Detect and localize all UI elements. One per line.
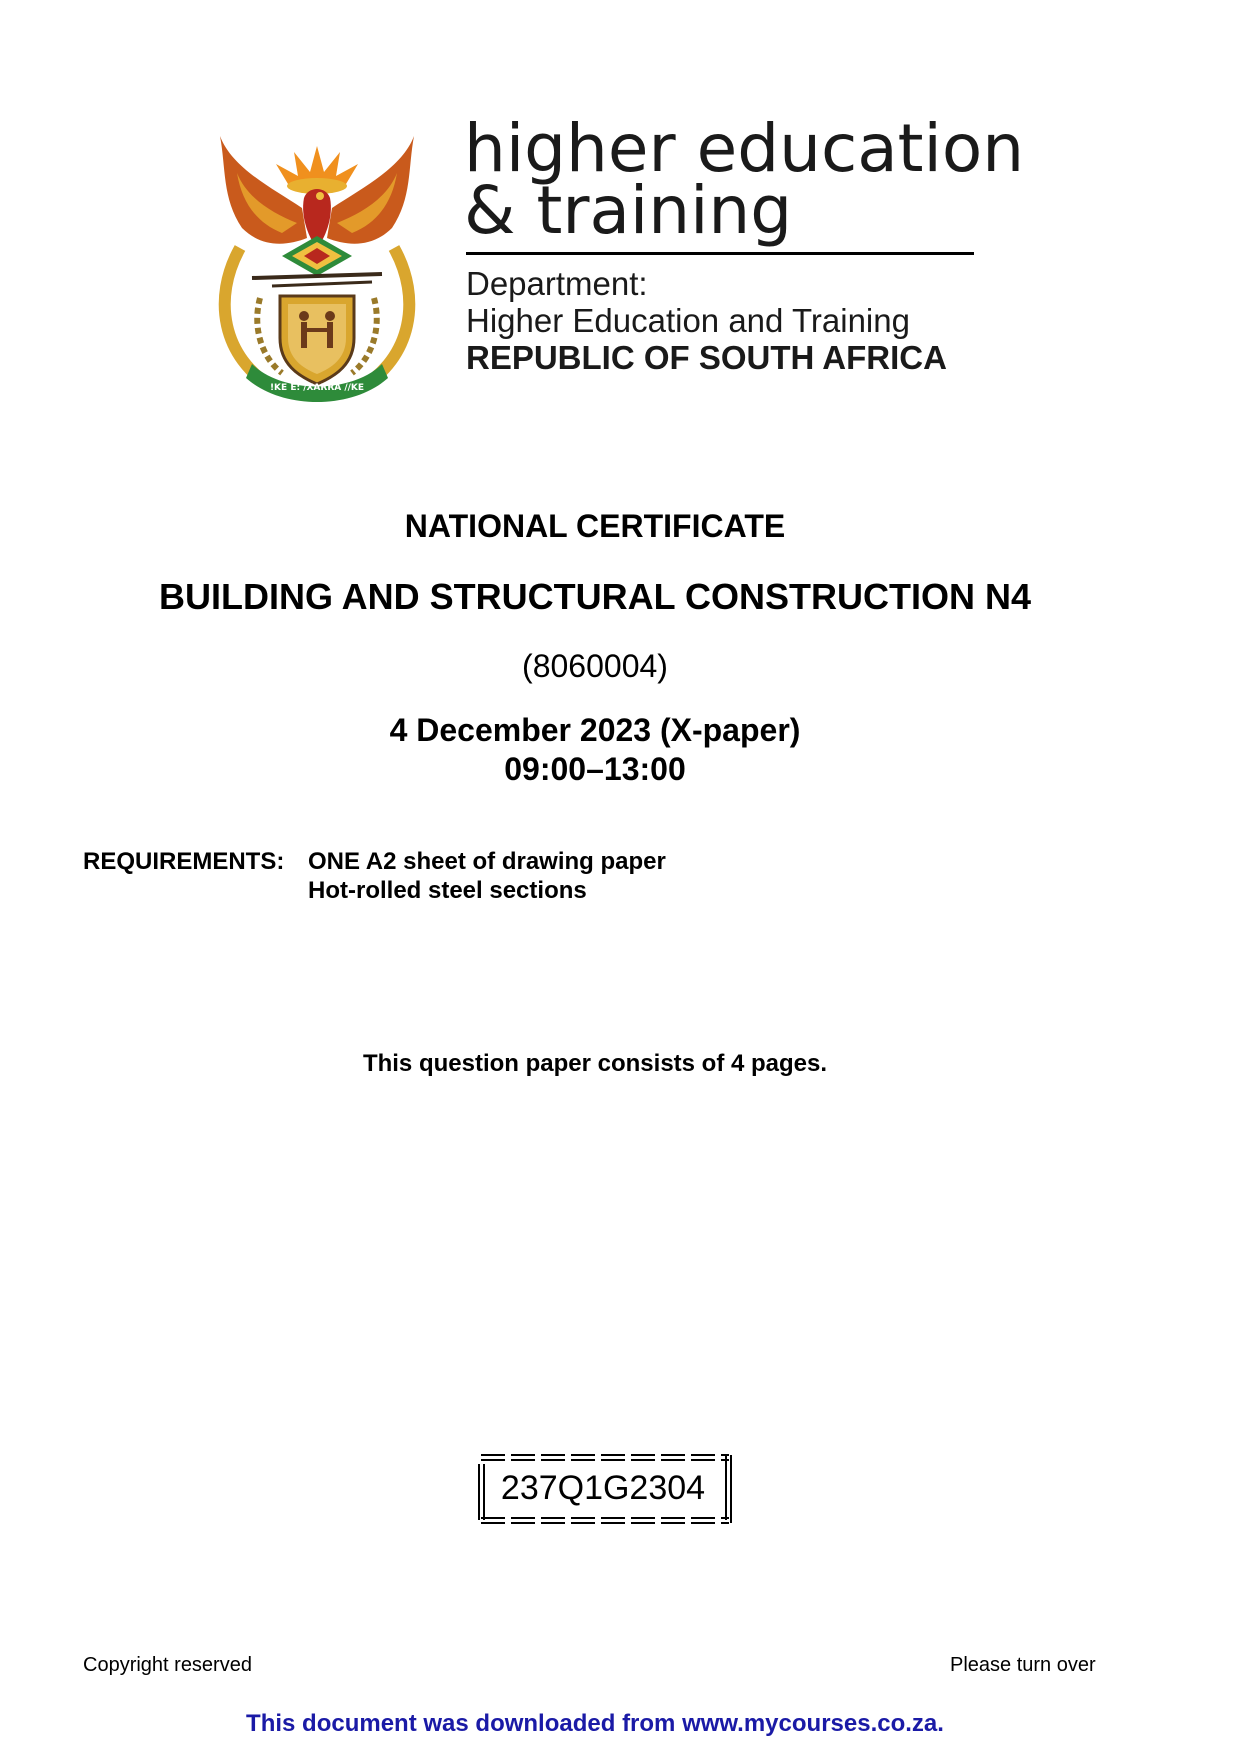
requirement-item: Hot-rolled steel sections bbox=[308, 877, 587, 904]
subject-title: BUILDING AND STRUCTURAL CONSTRUCTION N4 bbox=[159, 576, 1031, 617]
crest-motto: !KE E: /XARRA //KE bbox=[269, 383, 365, 393]
subject-code: (8060004) bbox=[522, 648, 668, 684]
download-source-link[interactable]: This document was downloaded from www.mycourses.co.za. bbox=[246, 1710, 944, 1737]
wordmark bbox=[464, 110, 1025, 249]
certificate-title: NATIONAL CERTIFICATE bbox=[404, 508, 786, 544]
exam-time: 09:00–13:00 bbox=[504, 751, 686, 787]
paper-code: 237Q1G2304 bbox=[500, 1469, 706, 1507]
exam-date: 4 December 2023 (X-paper) bbox=[389, 712, 801, 748]
wordmark-divider bbox=[466, 252, 974, 255]
department-name: Higher Education and Training bbox=[466, 302, 910, 339]
wordmark-line-2: & training bbox=[464, 172, 793, 249]
wordmark-line-1: higher education bbox=[464, 110, 1025, 187]
turn-over-note: Please turn over bbox=[950, 1654, 1096, 1676]
copyright-notice: Copyright reserved bbox=[83, 1654, 252, 1676]
department-country: REPUBLIC OF SOUTH AFRICA bbox=[466, 339, 947, 376]
pages-note: This question paper consists of 4 pages. bbox=[362, 1050, 828, 1077]
department-label: Department: bbox=[466, 265, 648, 302]
requirements-label: REQUIREMENTS: bbox=[83, 848, 285, 875]
coat-of-arms-logo bbox=[212, 128, 422, 406]
requirement-item: ONE A2 sheet of drawing paper bbox=[308, 848, 666, 875]
sun-emblem bbox=[276, 146, 358, 194]
